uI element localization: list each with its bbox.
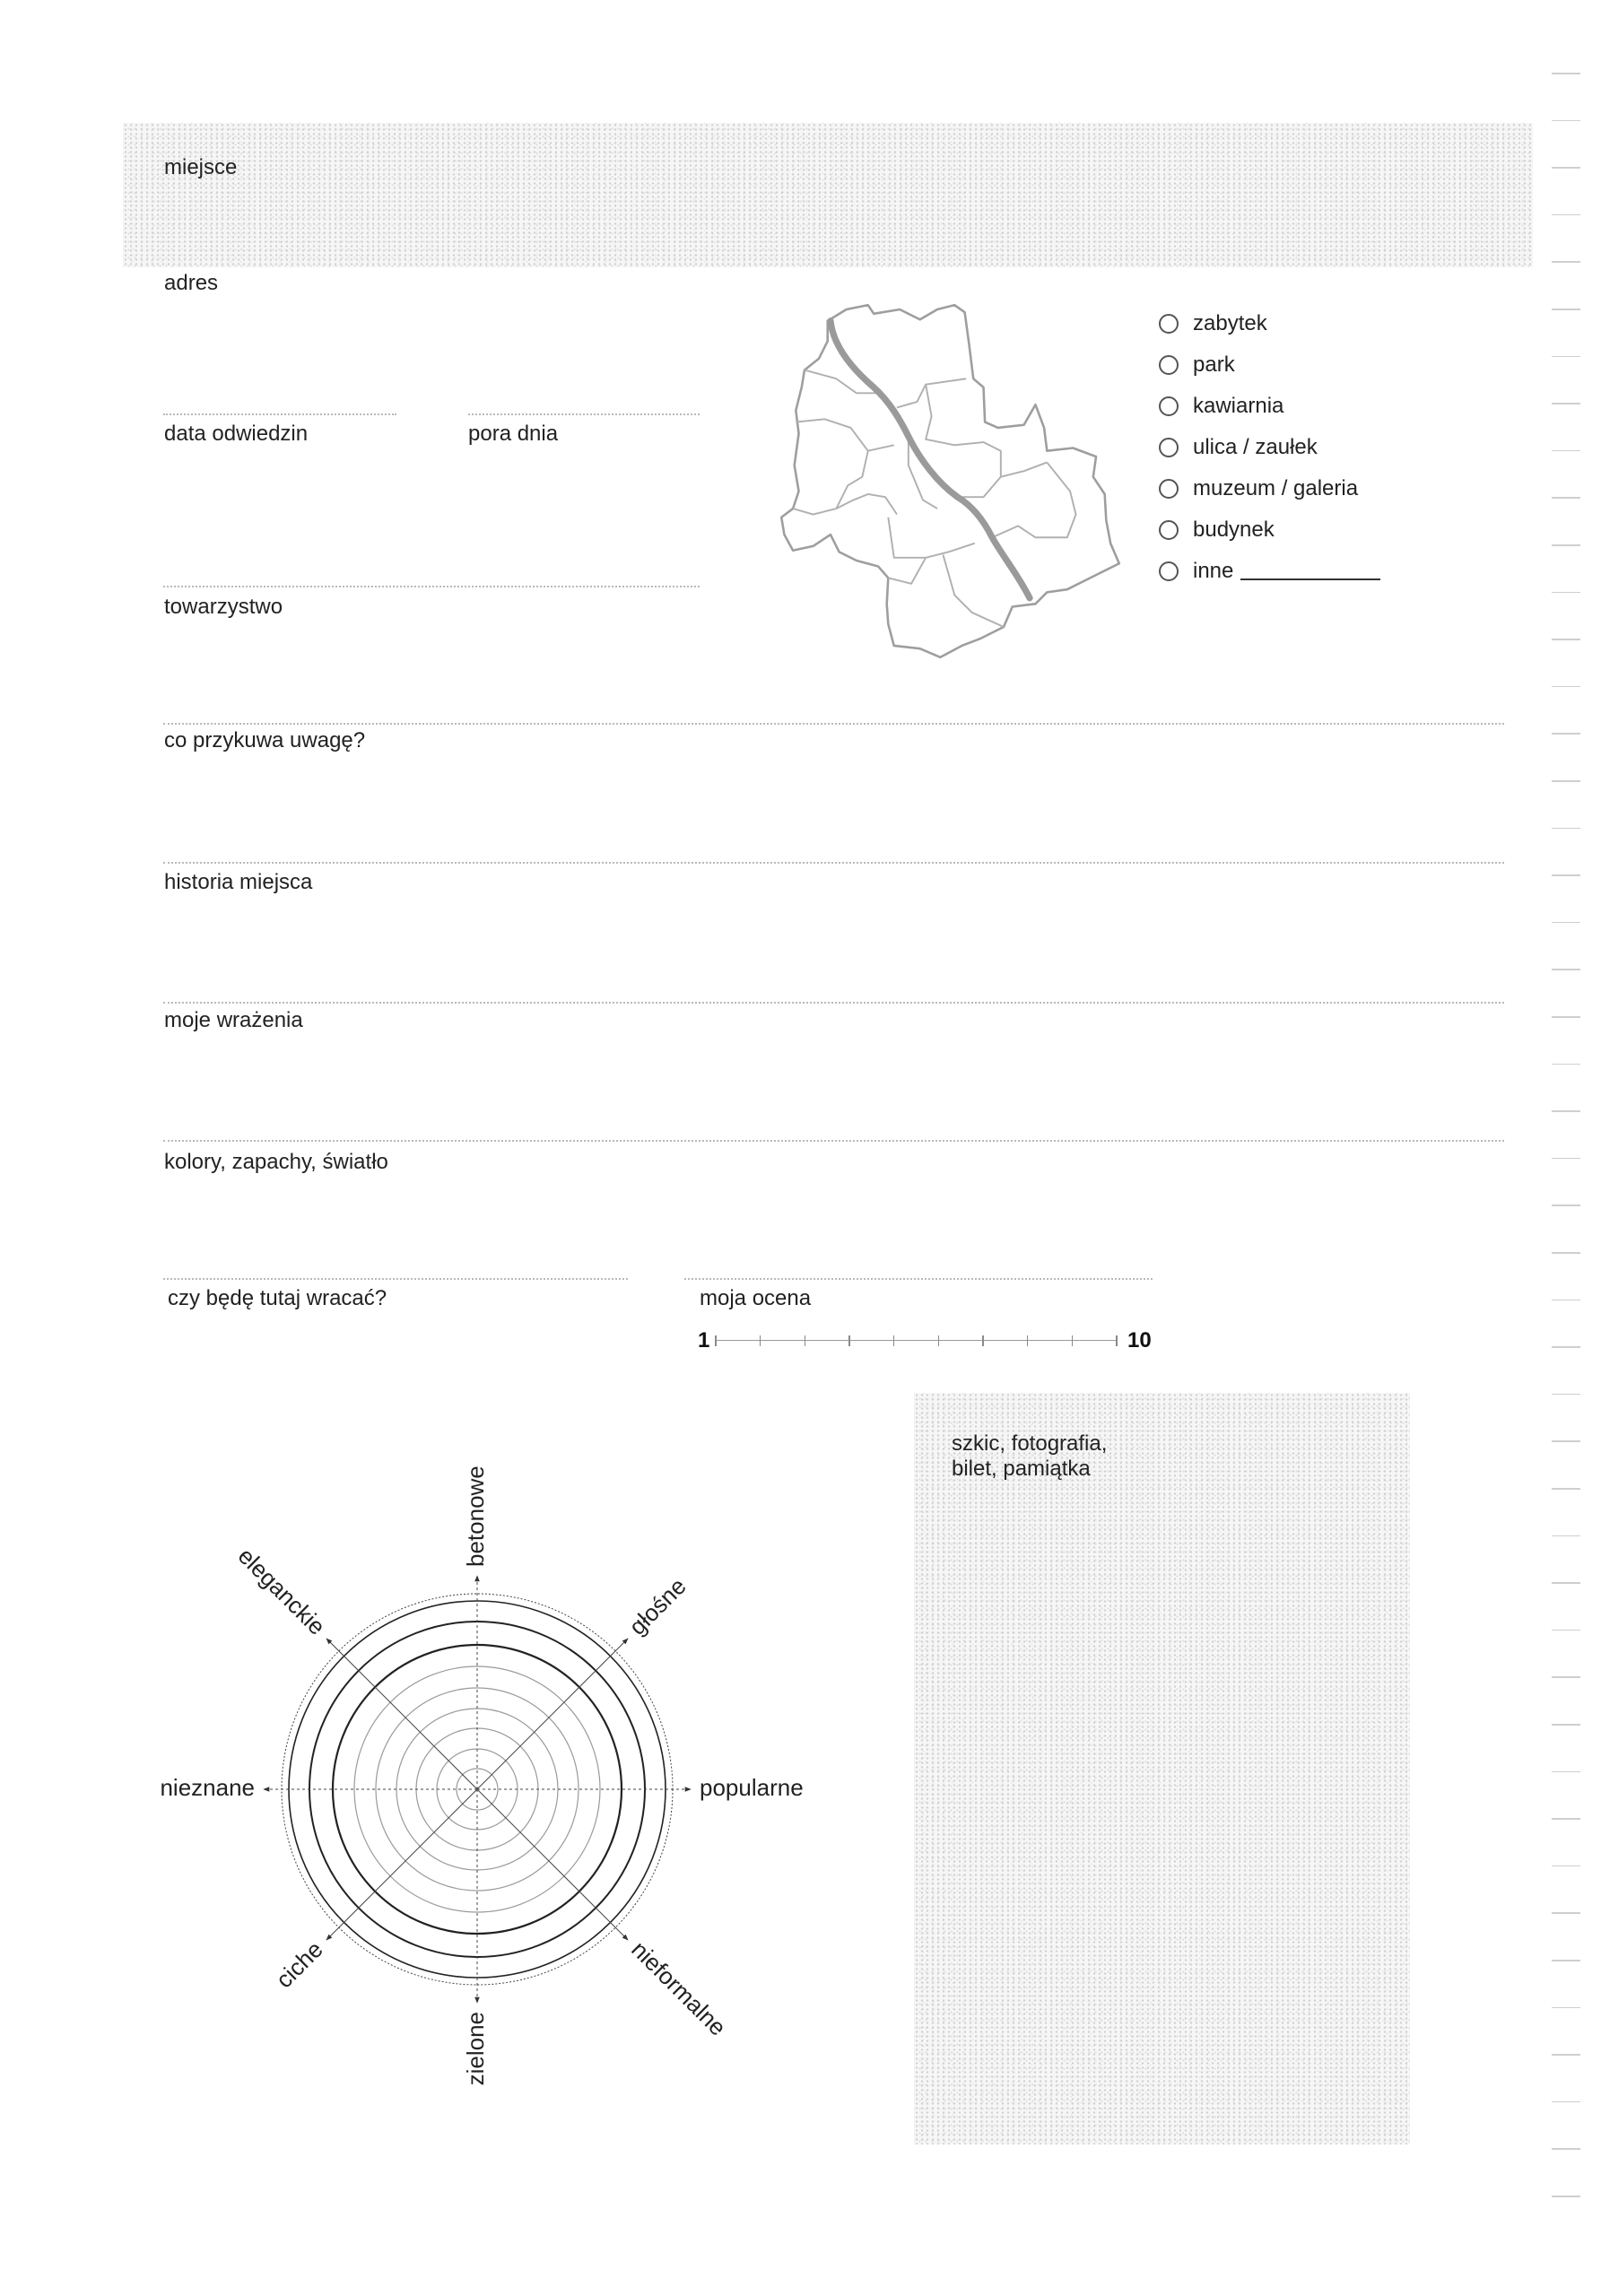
time-of-day-label: pora dnia <box>468 422 559 446</box>
place-title-band <box>123 123 1533 267</box>
time-of-day-line <box>468 413 700 415</box>
margin-tick <box>1552 1346 1580 1348</box>
mood-axis-label: ciche <box>270 1935 328 1994</box>
senses-line <box>163 1140 1504 1142</box>
margin-tick <box>1552 780 1580 782</box>
margin-tick <box>1552 828 1580 830</box>
impressions-line <box>163 1002 1504 1004</box>
checkbox-circle[interactable] <box>1159 438 1179 457</box>
margin-tick <box>1552 969 1580 970</box>
wheel-axis <box>326 1789 477 1940</box>
rating-tick <box>715 1335 717 1346</box>
wheel-labels <box>160 1465 803 2085</box>
wheel-axis <box>477 1789 628 1940</box>
place-type-zabytek <box>1159 303 1380 344</box>
place-type-park <box>1159 344 1380 386</box>
margin-tick <box>1552 1771 1580 1773</box>
mood-axis-label: eleganckie <box>232 1542 331 1640</box>
place-type-label: ulica / zaułek <box>1193 435 1318 459</box>
place-type-label: muzeum / galeria <box>1193 476 1359 500</box>
margin-tick <box>1552 497 1580 499</box>
rating-scale <box>716 1330 1117 1352</box>
rating-tick <box>982 1335 984 1346</box>
company-line <box>163 586 700 587</box>
attention-label: co przykuwa uwagę? <box>164 728 366 752</box>
margin-tick <box>1552 2054 1580 2056</box>
place-type-label: budynek <box>1193 517 1275 542</box>
place-type-budynek <box>1159 509 1380 551</box>
return-line <box>163 1278 628 1280</box>
margin-tick <box>1552 2148 1580 2150</box>
history-label: historia miejsca <box>164 870 313 894</box>
rating-label: moja ocena <box>700 1286 812 1310</box>
place-label: miejsce <box>164 155 238 179</box>
margin-tick <box>1552 1394 1580 1396</box>
margin-tick <box>1552 120 1580 122</box>
sketch-label <box>952 1431 1107 1482</box>
margin-tick <box>1552 1252 1580 1254</box>
mood-wheel <box>118 1431 836 2148</box>
rating-tick <box>805 1335 806 1346</box>
place-type-label: park <box>1193 352 1235 377</box>
margin-tick <box>1552 403 1580 404</box>
margin-tick <box>1552 450 1580 452</box>
checkbox-circle[interactable] <box>1159 561 1179 581</box>
sketch-label-line: bilet, pamiątka <box>952 1457 1091 1481</box>
rating-min: 1 <box>698 1328 710 1352</box>
checkbox-circle[interactable] <box>1159 314 1179 334</box>
margin-tick <box>1552 1205 1580 1206</box>
mood-axis-label: popularne <box>700 1773 804 1801</box>
margin-tick <box>1552 1582 1580 1584</box>
wheel-axis <box>477 1639 628 1789</box>
place-type-inne <box>1159 551 1380 592</box>
margin-tick <box>1552 1535 1580 1537</box>
mood-axis-label: zielone <box>461 2012 489 2086</box>
margin-tick <box>1552 639 1580 640</box>
wheel-axis <box>326 1639 477 1789</box>
warsaw-map-icon <box>779 300 1122 662</box>
map-outline <box>781 305 1119 657</box>
rating-tick <box>938 1335 940 1346</box>
place-type-label: inne <box>1193 559 1234 583</box>
rating-tick <box>1072 1335 1074 1346</box>
margin-tick <box>1552 2007 1580 2009</box>
senses-label: kolory, zapachy, światło <box>164 1150 388 1174</box>
margin-tick <box>1552 1440 1580 1442</box>
return-label: czy będę tutaj wracać? <box>168 1286 387 1310</box>
margin-tick <box>1552 544 1580 546</box>
sketch-label-line: szkic, fotografia, <box>952 1431 1108 1456</box>
margin-tick <box>1552 686 1580 688</box>
visit-date-line <box>163 413 396 415</box>
margin-tick <box>1552 1866 1580 1867</box>
margin-tick <box>1552 922 1580 924</box>
margin-tick <box>1552 214 1580 216</box>
place-type-muzeum <box>1159 468 1380 509</box>
margin-tick <box>1552 73 1580 74</box>
margin-tick <box>1552 1960 1580 1961</box>
margin-tick <box>1552 356 1580 358</box>
mood-axis-label: głośne <box>623 1572 692 1640</box>
rating-max: 10 <box>1127 1328 1152 1352</box>
margin-tick <box>1552 1016 1580 1018</box>
place-type-list <box>1159 303 1380 592</box>
sketch-box <box>914 1393 1410 2144</box>
margin-tick <box>1552 2196 1580 2197</box>
address-label: adres <box>164 271 219 295</box>
visit-date-label: data odwiedzin <box>164 422 309 446</box>
mood-axis-label: nieznane <box>160 1773 255 1801</box>
checkbox-circle[interactable] <box>1159 520 1179 540</box>
checkbox-circle[interactable] <box>1159 355 1179 375</box>
company-label: towarzystwo <box>164 595 283 619</box>
checkbox-circle[interactable] <box>1159 479 1179 499</box>
margin-tick <box>1552 1630 1580 1631</box>
margin-tick <box>1552 1488 1580 1490</box>
margin-tick <box>1552 1676 1580 1678</box>
history-line <box>163 862 1504 864</box>
mood-axis-label: nieformalne <box>626 1935 732 2041</box>
checkbox-circle[interactable] <box>1159 396 1179 416</box>
rating-line-top <box>684 1278 1153 1280</box>
rating-tick <box>1027 1335 1029 1346</box>
mood-axis-label: betonowe <box>461 1465 489 1567</box>
margin-tick <box>1552 592 1580 594</box>
rating-tick <box>848 1335 850 1346</box>
margin-tick <box>1552 1064 1580 1065</box>
impressions-label: moje wrażenia <box>164 1008 303 1032</box>
attention-line <box>163 723 1504 725</box>
wheel-axes <box>264 1576 691 2003</box>
margin-tick <box>1552 874 1580 876</box>
margin-tick <box>1552 2101 1580 2103</box>
rating-tick <box>893 1335 895 1346</box>
margin-tick <box>1552 261 1580 263</box>
margin-tick <box>1552 1724 1580 1726</box>
margin-tick <box>1552 167 1580 169</box>
rating-tick <box>760 1335 761 1346</box>
other-write-line <box>1240 562 1380 580</box>
margin-tick <box>1552 309 1580 310</box>
rating-tick <box>1116 1335 1118 1346</box>
margin-tick <box>1552 1158 1580 1160</box>
place-type-label: kawiarnia <box>1193 394 1284 418</box>
place-type-ulica <box>1159 427 1380 468</box>
margin-tick <box>1552 1818 1580 1820</box>
margin-tick <box>1552 1912 1580 1914</box>
margin-tick <box>1552 1110 1580 1112</box>
margin-tick <box>1552 1300 1580 1301</box>
place-type-kawiarnia <box>1159 386 1380 427</box>
place-type-label: zabytek <box>1193 311 1267 335</box>
margin-tick <box>1552 733 1580 735</box>
